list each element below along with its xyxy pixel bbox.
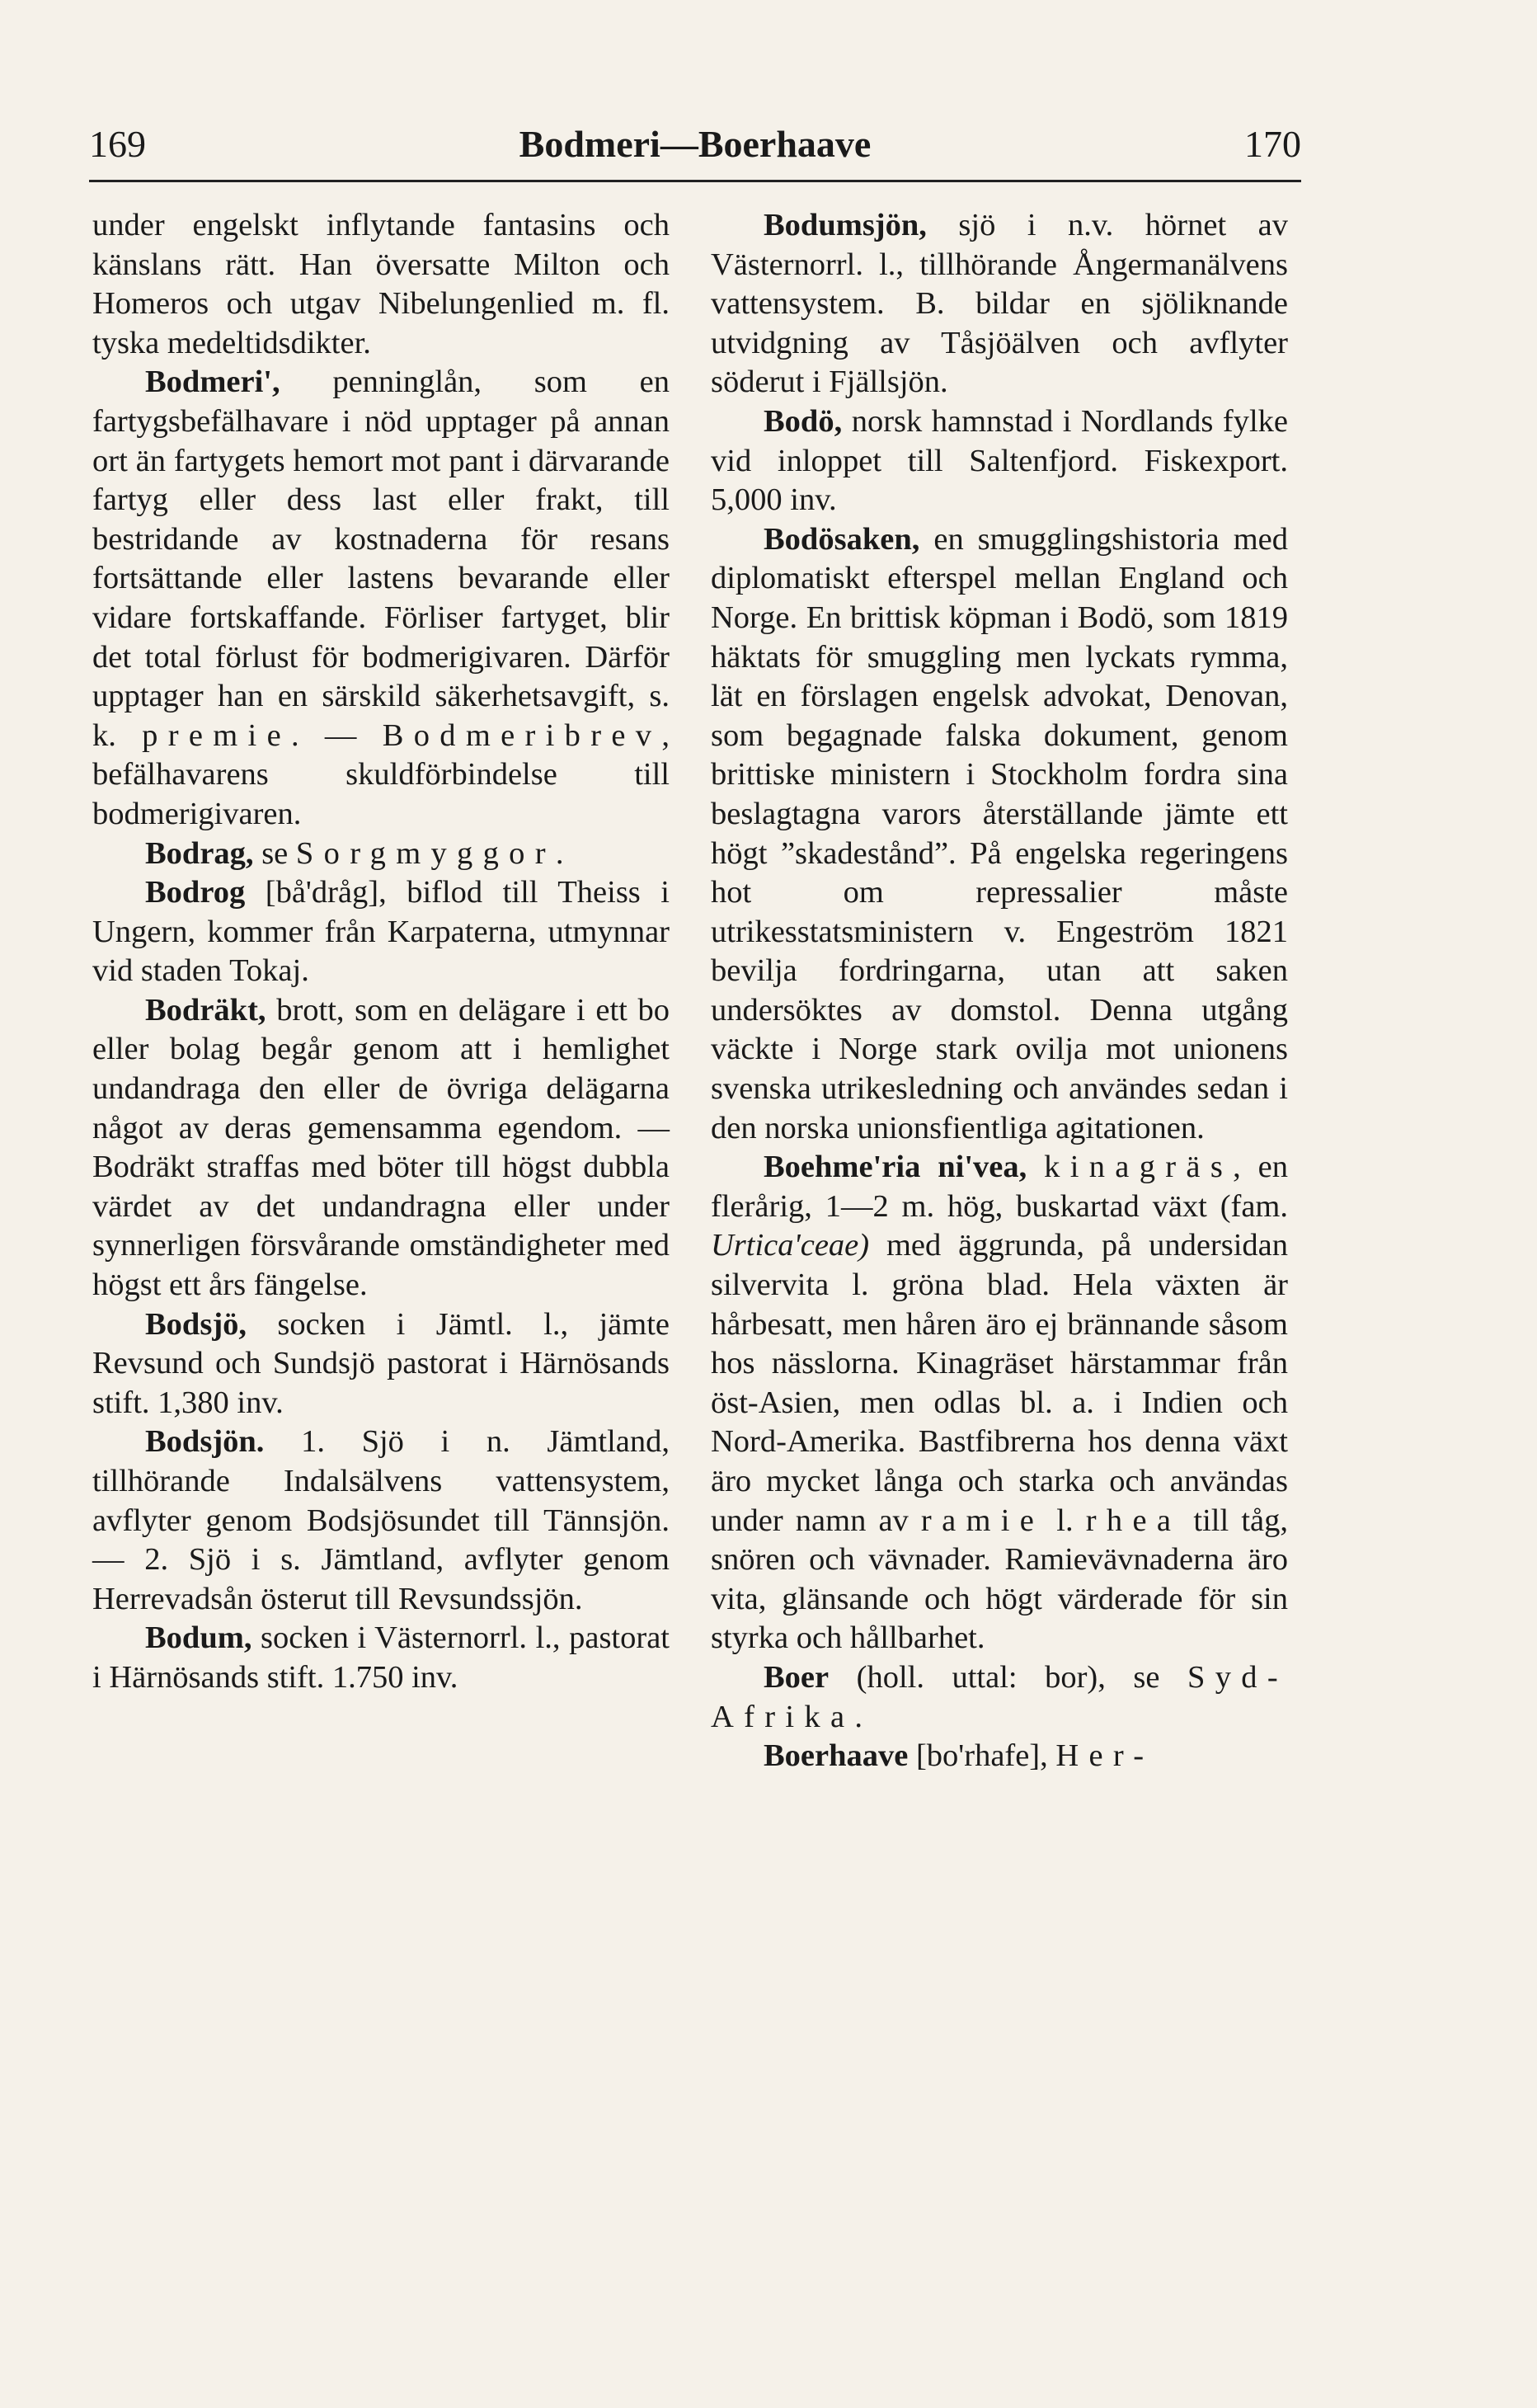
entry-bodosaken: Bodösaken, en smugglingshistoria med diplomatiskt efterspel mellan England och Norge. En brittisk köpman i Bodö, som 1819 häktats för smuggling men lyckats rymma, lät en förslagen engelsk advokat, Denovan, som begagnade falska dokument, genom brittiske ministern i Stockholm fordra sina beslagtagna varors återställande jämte ett högt ”skadestånd”. På engelska regeringens hot om repressalier måste utrikesstatsministern v. Engeström 1821 bevilja fordringarna, utan att saken undersöktes av domstol. Denna utgång väckte i Norge stark ovilja mot unionens svenska utrikesledning och användes sedan i den norska unionsfientliga agitationen.: [711, 521, 1288, 1145]
left-column: [92, 206, 670, 1698]
cross-reference: Her-: [1055, 1738, 1154, 1774]
entry-headword: Bodrag,: [145, 835, 254, 871]
cross-reference: kinagräs: [1044, 1150, 1234, 1185]
entry-bodrakt: Bodräkt, brott, som en delägare i ett bo eller bolag begår genom att i hemlighet undandraga den eller de övriga delägarna något av deras gemensamma egendom. — Bodräkt straffas med böter till högst dubbla värdet av det undandragna eller under synnerligen försvårande omständigheter med högst ett års fängelse.: [92, 992, 670, 1303]
entry-bodrag: Bodrag, se Sorgmyggor.: [145, 835, 564, 871]
right-column: [711, 206, 1288, 1776]
entry-bodsjon: Bodsjön. 1. Sjö i n. Jämtland, tillhörande Indalsälvens vattensystem, avflyter genom Bodsjösundet till Tännsjön. — 2. Sjö i s. Jämtland, avflyter genom Herrevadsån österut till Revsundssjön.: [92, 1424, 670, 1616]
entry-bodum: Bodum, socken i Västernorrl. l., pastorat i Härnösands stift. 1.750 inv.: [92, 1620, 670, 1695]
page-number-left: 169: [89, 123, 146, 165]
entry-headword: Bodsjö,: [145, 1306, 247, 1342]
entry-boerhaave: Boerhaave [bo'rhafe], Her-: [764, 1738, 1154, 1774]
cross-reference: premie: [142, 717, 291, 753]
cross-reference: Bodmeribrev: [382, 717, 662, 753]
entry-headword: Boer: [764, 1659, 830, 1695]
cross-reference: Sorgmyggor: [295, 835, 556, 871]
entry-headword: Bodum,: [145, 1620, 252, 1656]
entry-headword: Boehme'ria ni'vea,: [764, 1150, 1027, 1185]
entry-bodsjo: Bodsjö, socken i Jämtl. l., jämte Revsund och Sundsjö pastorat i Härnösands stift. 1,380 inv.: [92, 1306, 670, 1420]
entry-bodrog: Bodrog [bå'dråg], biflod till Theiss i Ungern, kommer från Karpaterna, utmynnar vid staden Tokaj.: [92, 875, 670, 989]
entry-headword: Bodräkt,: [145, 992, 266, 1028]
header-rule: [89, 180, 1301, 182]
entry-bodo: Bodö, norsk hamnstad i Nordlands fylke vid inloppet till Saltenfjord. Fiskexport. 5,000 inv.: [711, 403, 1288, 518]
running-title: Bodmeri—Boerhaave: [519, 123, 872, 165]
entry-headword: Bodsjön.: [145, 1424, 265, 1460]
cross-reference: rhea: [1085, 1503, 1182, 1538]
entry-bodmeri: Bodmeri', penninglån, som en fartygsbefälhavare i nöd upptager på annan ort än fartygets hemort mot pant i därvarande fartyg eller dess last eller frakt, till bestridande av kostnaderna för resans fortsättande eller lastens bevarande eller vidare fortskaffande. Förliser fartyget, blir det total förlust för bodmerigivaren. Därför upptager han en särskild säkerhetsavgift, s. k. premie. — Bodmeribrev, befälhavarens skuldförbindelse till bodmerigivaren.: [92, 364, 670, 831]
entry-headword: Bodösaken,: [764, 521, 920, 557]
entry-headword: Bodmeri',: [145, 364, 280, 400]
entry-boehmeria: Boehme'ria ni'vea, kinagräs, en flerårig, 1—2 m. hög, buskartad växt (fam. Urtica'ceae) med äggrunda, på undersidan silvervita l. gröna blad. Hela växten är hårbesatt, men håren äro ej brännande såsom hos nässlorna. Kinagräset härstammar från öst-Asien, men odlas bl. a. i Indien och Nord-Amerika. Bastfibrerna hos denna växt äro mycket långa och starka och användas under namn av ramie l. rhea till tåg, snören och vävnader. Ramievävnaderna äro vita, glänsande och högt värderade för sin styrka och hållbarhet.: [711, 1150, 1288, 1656]
entry-continuation: under engelskt inflytande fantasins och känslans rätt. Han översatte Milton och Homeros och utgav Nibelungenlied m. fl. tyska medeltidsdikter.: [92, 208, 670, 360]
page-header: [89, 120, 1301, 169]
cross-reference: ramie: [920, 1503, 1045, 1538]
entry-headword: Bodumsjön,: [764, 208, 927, 242]
entry-boer: Boer (holl. uttal: bor), se Syd-Afrika.: [711, 1659, 1288, 1734]
page-number-right: 170: [1244, 123, 1301, 165]
cross-reference: Syd-Afrika: [711, 1659, 1288, 1734]
entry-bodumsjon: Bodumsjön, sjö i n.v. hörnet av Västernorrl. l., tillhörande Ångermanälvens vattensystem. B. bildar en sjöliknande utvidgning av Tåsjöälven och avflyter söderut i Fjällsjön.: [711, 208, 1288, 400]
entry-headword: Bodrog: [145, 875, 246, 910]
family-name: Urtica'ceae): [711, 1228, 870, 1263]
entry-headword: Bodö,: [764, 403, 843, 439]
entry-headword: Boerhaave: [764, 1738, 909, 1774]
